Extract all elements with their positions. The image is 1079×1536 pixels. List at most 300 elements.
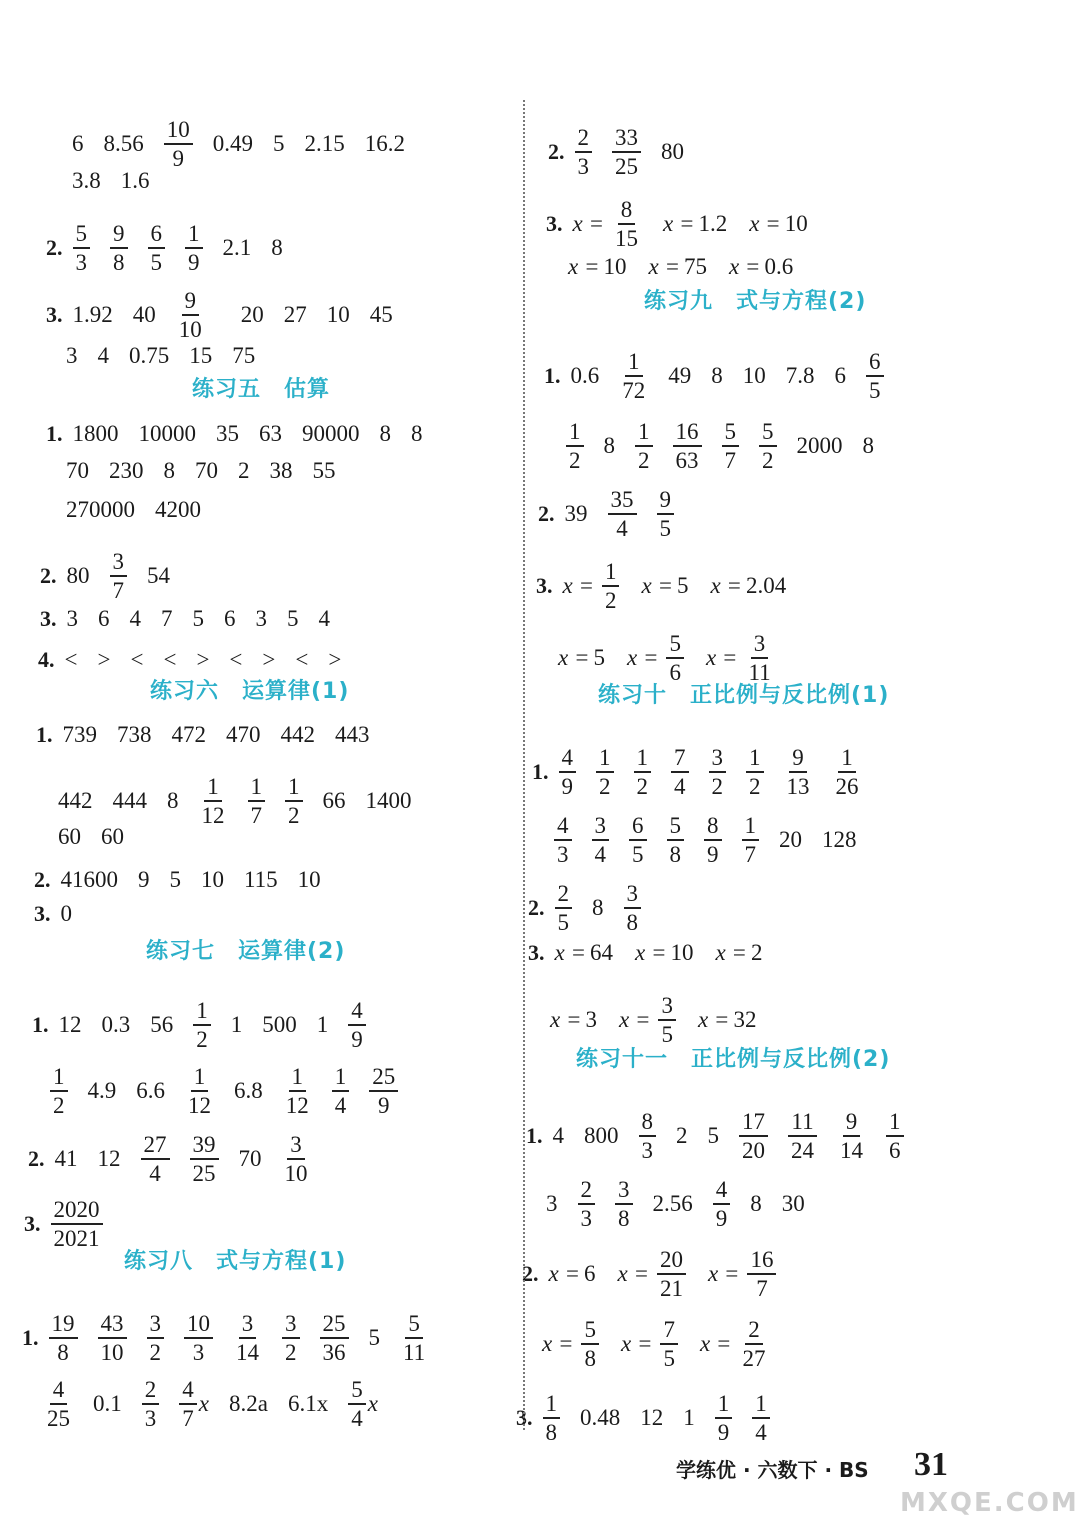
- denominator: 3: [144, 1406, 157, 1431]
- denominator: 5: [557, 910, 569, 935]
- answer-value: 1800: [72, 421, 119, 446]
- answer-value: 10: [297, 867, 321, 892]
- answer-value: >: [262, 647, 276, 672]
- denominator: 8: [618, 1206, 630, 1231]
- numerator: 1: [566, 420, 584, 447]
- answer-value: 0.48: [580, 1405, 621, 1430]
- answer-row: [58, 775, 432, 827]
- fraction: [581, 1318, 599, 1370]
- numerator: 16: [747, 1248, 776, 1275]
- answer-row: [526, 1110, 924, 1162]
- answer-value: 8.2a: [228, 1391, 268, 1416]
- denominator: 25: [47, 1406, 70, 1431]
- denominator: 2: [196, 1027, 208, 1052]
- fraction: [282, 1133, 311, 1185]
- answer-value: 5: [169, 867, 181, 892]
- numerator: 4: [559, 746, 577, 773]
- answer-row: [40, 606, 350, 632]
- fraction: [142, 1378, 160, 1430]
- equation-answer: [549, 1261, 596, 1287]
- fraction: [164, 118, 193, 170]
- answer-value: 9: [138, 867, 150, 892]
- denominator: 4: [674, 774, 686, 799]
- equation-value: 10: [603, 254, 627, 279]
- denominator: 25: [192, 1161, 216, 1186]
- answer-row: [22, 1312, 448, 1364]
- answer-value: 230: [109, 458, 144, 483]
- equation-variable: x =: [715, 940, 747, 965]
- denominator: 12: [188, 1093, 211, 1118]
- answer-row: [546, 198, 830, 250]
- answer-value: 49: [668, 363, 692, 388]
- fraction: [554, 814, 572, 866]
- denominator: 5: [869, 378, 881, 403]
- section-heading: 练习九 式与方程(2): [644, 289, 867, 314]
- section-heading: 练习八 式与方程(1): [124, 1249, 347, 1274]
- equation-answer: [617, 1248, 685, 1300]
- numerator: 5: [73, 222, 91, 249]
- denominator: 2: [285, 1340, 297, 1365]
- answer-value: 443: [335, 722, 370, 747]
- denominator: 3: [557, 842, 569, 867]
- question-number: 1.: [36, 722, 53, 747]
- answer-value: 80: [661, 139, 684, 164]
- equation-value: 6: [583, 1261, 596, 1286]
- numerator: 25: [320, 1312, 349, 1339]
- equation-variable: x =: [705, 645, 738, 670]
- answer-value: 4: [129, 606, 141, 631]
- question-number: 2.: [538, 501, 555, 526]
- numerator: 2: [745, 1318, 763, 1345]
- fraction: [190, 1133, 219, 1185]
- answer-value: 0.75: [129, 343, 170, 368]
- fraction: [185, 222, 203, 274]
- answer-value: 1.6: [120, 168, 150, 193]
- answer-row: [554, 814, 877, 866]
- fraction: [624, 882, 642, 934]
- denominator: 6: [889, 1138, 901, 1163]
- denominator: 3: [577, 154, 589, 179]
- question-number: 1.: [46, 421, 63, 446]
- numerator: 4: [554, 814, 572, 841]
- answer-value: 128: [822, 827, 857, 852]
- answer-value: 41: [54, 1146, 78, 1171]
- fraction: [747, 1248, 776, 1300]
- answer-value: 6: [224, 606, 236, 631]
- fraction: [752, 1392, 770, 1444]
- answer-row: [532, 746, 882, 798]
- answer-value: <: [130, 647, 144, 672]
- fraction: [332, 1065, 350, 1117]
- denominator: 36: [322, 1340, 346, 1365]
- numerator: 5: [348, 1378, 366, 1405]
- numerator: 8: [618, 198, 636, 225]
- fraction: [759, 420, 777, 472]
- answer-value: 5: [368, 1325, 380, 1350]
- fraction: [596, 746, 614, 798]
- numerator: 1: [596, 746, 614, 773]
- fraction: [400, 1312, 428, 1364]
- fraction: [739, 1318, 768, 1370]
- answer-value: 60: [101, 824, 124, 849]
- answer-value: 6: [72, 131, 84, 156]
- answer-value: 12: [58, 1012, 82, 1037]
- denominator: 9: [561, 774, 573, 799]
- fraction: [176, 289, 205, 341]
- answer-value: 6.6: [136, 1078, 165, 1103]
- fraction: [866, 350, 884, 402]
- answer-row: [550, 994, 778, 1046]
- fraction: [629, 814, 647, 866]
- fraction-term: [179, 1378, 209, 1430]
- numerator: 3: [751, 632, 769, 659]
- denominator: 3: [75, 250, 87, 275]
- equation-value: 64: [589, 940, 613, 965]
- denominator: 7: [756, 1276, 768, 1301]
- answer-value: 8: [411, 421, 423, 446]
- numerator: 1: [248, 775, 266, 802]
- numerator: 1: [752, 1392, 770, 1419]
- answer-value: 16.2: [364, 131, 405, 156]
- fraction: [713, 1178, 731, 1230]
- numerator: 5: [581, 1318, 599, 1345]
- answer-row: [66, 343, 275, 369]
- answer-value: >: [328, 647, 342, 672]
- answer-value: 2: [238, 458, 250, 483]
- fraction: [602, 560, 620, 612]
- answer-value: 3: [255, 606, 267, 631]
- equation-value: 5: [593, 645, 605, 670]
- answer-value: 739: [62, 722, 97, 747]
- numerator: 1: [602, 560, 620, 587]
- fraction: [185, 1065, 214, 1117]
- answer-row: [528, 940, 784, 966]
- answer-value: 30: [781, 1191, 805, 1216]
- numerator: 1: [838, 746, 856, 773]
- answer-value: 12: [640, 1405, 664, 1430]
- denominator: 6: [669, 660, 681, 685]
- numerator: 3: [709, 746, 727, 773]
- answer-value: 7.8: [785, 363, 815, 388]
- equation-value: 2.04: [745, 573, 787, 598]
- answer-value: 90000: [302, 421, 360, 446]
- fraction: [608, 488, 637, 540]
- answer-value: 470: [226, 722, 261, 747]
- equation-variable: x =: [648, 254, 680, 279]
- fraction: [658, 994, 676, 1046]
- denominator: 5: [632, 842, 644, 867]
- equation-answer: [558, 645, 605, 671]
- answer-value: 4200: [155, 497, 201, 522]
- denominator: 4: [149, 1161, 161, 1186]
- equation-variable: x =: [620, 1331, 653, 1356]
- answer-value: 4: [552, 1123, 564, 1148]
- answer-value: 738: [117, 722, 152, 747]
- numerator: 1: [635, 420, 653, 447]
- answer-value: 8: [163, 458, 175, 483]
- fraction: [715, 1392, 733, 1444]
- fraction: [110, 550, 128, 602]
- fraction: [49, 1312, 78, 1364]
- answer-value: 3.8: [72, 168, 101, 193]
- question-number: 2.: [40, 563, 57, 588]
- equation-answer: [621, 1318, 678, 1370]
- column-divider: [523, 100, 525, 1430]
- numerator: 10: [184, 1312, 213, 1339]
- equation-value: 5: [676, 573, 689, 598]
- numerator: 1: [50, 1065, 68, 1092]
- fraction: [141, 1133, 170, 1185]
- answer-row: [558, 632, 796, 684]
- fraction: [50, 1065, 68, 1117]
- equation-variable: x =: [634, 940, 667, 965]
- answer-row: [46, 289, 413, 341]
- numerator: 10: [164, 118, 193, 145]
- answer-value: 4: [97, 343, 109, 368]
- numerator: 33: [612, 126, 641, 153]
- answer-value: 5: [192, 606, 204, 631]
- fraction: [709, 746, 727, 798]
- answer-value: 6.1x: [287, 1391, 329, 1416]
- answer-value: 0: [60, 901, 72, 926]
- numerator: 1: [285, 775, 303, 802]
- answer-value: 1400: [365, 788, 412, 813]
- answer-value: 1: [230, 1012, 243, 1037]
- equation-variable: x =: [728, 254, 761, 279]
- equation-answer: [710, 573, 786, 599]
- answer-value: 38: [269, 458, 293, 483]
- numerator: 3: [624, 882, 642, 909]
- equation-variable: x =: [562, 573, 594, 598]
- denominator: 4: [334, 1093, 347, 1118]
- question-number: 3.: [516, 1405, 533, 1430]
- denominator: 2: [53, 1093, 65, 1118]
- fraction: [739, 1110, 768, 1162]
- fraction: [788, 1110, 817, 1162]
- answer-value: 8: [167, 788, 179, 813]
- denominator: 72: [622, 378, 646, 403]
- denominator: 2: [604, 588, 617, 613]
- denominator: 8: [545, 1420, 557, 1445]
- denominator: 12: [201, 803, 225, 828]
- answer-value: 8: [379, 421, 391, 446]
- fraction: [657, 1248, 686, 1300]
- footer-text: 学练优 · 六数下 · BS: [676, 1458, 869, 1482]
- numerator: 3: [592, 814, 610, 841]
- fraction: [285, 775, 303, 827]
- denominator: 2021: [53, 1226, 100, 1251]
- fraction: [619, 350, 648, 402]
- denominator: 14: [840, 1138, 863, 1163]
- numerator: 3: [110, 550, 128, 577]
- numerator: 7: [671, 746, 689, 773]
- numerator: 9: [789, 746, 807, 773]
- answer-value: <: [229, 647, 243, 672]
- numerator: 9: [657, 488, 675, 515]
- numerator: 1: [204, 775, 222, 802]
- numerator: 8: [704, 814, 722, 841]
- numerator: 1: [886, 1110, 904, 1137]
- equation-answer: [708, 1248, 776, 1300]
- equation-answer: [663, 211, 727, 237]
- numerator: 2: [578, 1178, 596, 1205]
- question-number: 3.: [536, 573, 553, 598]
- answer-value: 8: [862, 433, 874, 458]
- answer-value: 20: [779, 827, 802, 852]
- answer-value: 6.8: [234, 1078, 263, 1103]
- answer-value: 41600: [60, 867, 118, 892]
- answer-row: [46, 421, 443, 447]
- denominator: 8: [113, 250, 125, 275]
- answer-value: >: [196, 647, 210, 672]
- fraction: [184, 1312, 213, 1364]
- answer-value: 800: [584, 1123, 619, 1148]
- numerator: 4: [179, 1378, 197, 1405]
- equation-value: 0.6: [764, 254, 794, 279]
- answer-row: [32, 999, 386, 1051]
- answer-value: >: [97, 647, 111, 672]
- answer-value: 6: [98, 606, 110, 631]
- denominator: 3: [580, 1206, 592, 1231]
- denominator: 10: [284, 1161, 308, 1186]
- numerator: 9: [182, 289, 200, 316]
- numerator: 4: [348, 999, 366, 1026]
- fraction: [671, 746, 689, 798]
- answer-row: [568, 254, 815, 280]
- answer-row: [38, 647, 361, 673]
- numerator: 1: [193, 999, 211, 1026]
- answer-value: 6: [834, 363, 846, 388]
- answer-value: 10000: [138, 421, 196, 446]
- question-number: 3.: [46, 302, 63, 327]
- numerator: 3: [282, 1312, 300, 1339]
- fraction: [742, 814, 760, 866]
- answer-value: 8.56: [103, 131, 144, 156]
- denominator: 3: [192, 1340, 205, 1365]
- fraction: [837, 1110, 866, 1162]
- numerator: 1: [332, 1065, 350, 1092]
- question-number: 2.: [46, 235, 63, 260]
- answer-value: 80: [66, 563, 90, 588]
- answer-row: [58, 824, 144, 850]
- section-heading: 练习七 运算律(2): [146, 939, 346, 964]
- question-number: 3.: [528, 940, 545, 965]
- answer-row: [72, 168, 170, 194]
- fraction: [667, 814, 685, 866]
- equation-answer: [648, 254, 706, 280]
- equation-answer: [700, 1318, 768, 1370]
- numerator: 17: [739, 1110, 768, 1137]
- denominator: 2: [636, 774, 648, 799]
- answer-value: 10: [326, 302, 350, 327]
- answer-row: [50, 1065, 418, 1117]
- numerator: 2: [142, 1378, 160, 1405]
- equation-value: 2: [750, 940, 763, 965]
- answer-row: [536, 560, 808, 612]
- numerator: 5: [405, 1312, 423, 1339]
- numerator: 3: [147, 1312, 165, 1339]
- denominator: 7: [112, 578, 124, 603]
- answer-value: 444: [112, 788, 147, 813]
- denominator: 5: [663, 1346, 675, 1371]
- answer-value: 2000: [796, 433, 843, 458]
- fraction: [110, 222, 128, 274]
- equation-variable: x =: [572, 211, 604, 236]
- answer-row: [516, 1392, 790, 1444]
- numerator: 9: [110, 222, 128, 249]
- answer-value: 4.9: [87, 1078, 117, 1103]
- fraction: [833, 746, 862, 798]
- numerator: 6: [629, 814, 647, 841]
- equation-answer: [749, 211, 807, 237]
- denominator: 8: [584, 1346, 596, 1371]
- numerator: 27: [141, 1133, 170, 1160]
- fraction: [704, 814, 722, 866]
- numerator: 2020: [51, 1198, 103, 1225]
- equation-variable: x =: [749, 211, 781, 236]
- numerator: 20: [657, 1248, 686, 1275]
- fraction: [575, 126, 593, 178]
- numerator: 1: [185, 222, 203, 249]
- equation-value: 10: [670, 940, 694, 965]
- answer-row: [34, 867, 341, 893]
- numerator: 19: [49, 1312, 78, 1339]
- answer-value: 2.15: [304, 131, 345, 156]
- denominator: 5: [659, 516, 671, 541]
- fraction: [233, 1312, 262, 1364]
- answer-row: [544, 350, 904, 402]
- numerator: 5: [722, 420, 740, 447]
- fraction: [745, 632, 773, 684]
- denominator: 7: [182, 1406, 194, 1431]
- fraction: [73, 222, 91, 274]
- equation-variable: x =: [626, 645, 659, 670]
- answer-value: 15: [189, 343, 213, 368]
- question-number: 2.: [34, 867, 51, 892]
- fraction: [666, 632, 684, 684]
- answer-value: 45: [369, 302, 393, 327]
- question-number: 2.: [522, 1261, 539, 1286]
- answer-row: [34, 901, 92, 927]
- denominator: 14: [236, 1340, 259, 1365]
- denominator: 13: [786, 774, 810, 799]
- answer-row: [44, 1378, 398, 1430]
- numerator: 5: [759, 420, 777, 447]
- equation-variable: x =: [699, 1331, 732, 1356]
- numerator: 8: [639, 1110, 657, 1137]
- answer-value: 442: [280, 722, 315, 747]
- denominator: 10: [178, 317, 202, 342]
- equation-value: 32: [733, 1007, 757, 1032]
- answer-value: 0.49: [212, 131, 253, 156]
- answer-value: 70: [238, 1146, 262, 1171]
- denominator: 11: [748, 660, 771, 685]
- equation-answer: [555, 940, 613, 966]
- denominator: 2: [749, 774, 761, 799]
- answer-value: 0.1: [93, 1391, 122, 1416]
- denominator: 27: [742, 1346, 766, 1371]
- equation-variable: x =: [558, 645, 590, 670]
- fraction: [543, 1392, 561, 1444]
- numerator: 6: [148, 222, 166, 249]
- equation-answer: [550, 1007, 597, 1033]
- answer-value: 5: [287, 606, 299, 631]
- equation-answer: [573, 198, 641, 250]
- answer-value: 3: [66, 343, 78, 368]
- fraction: [635, 420, 653, 472]
- answer-row: [66, 458, 356, 484]
- answer-row: [548, 126, 704, 178]
